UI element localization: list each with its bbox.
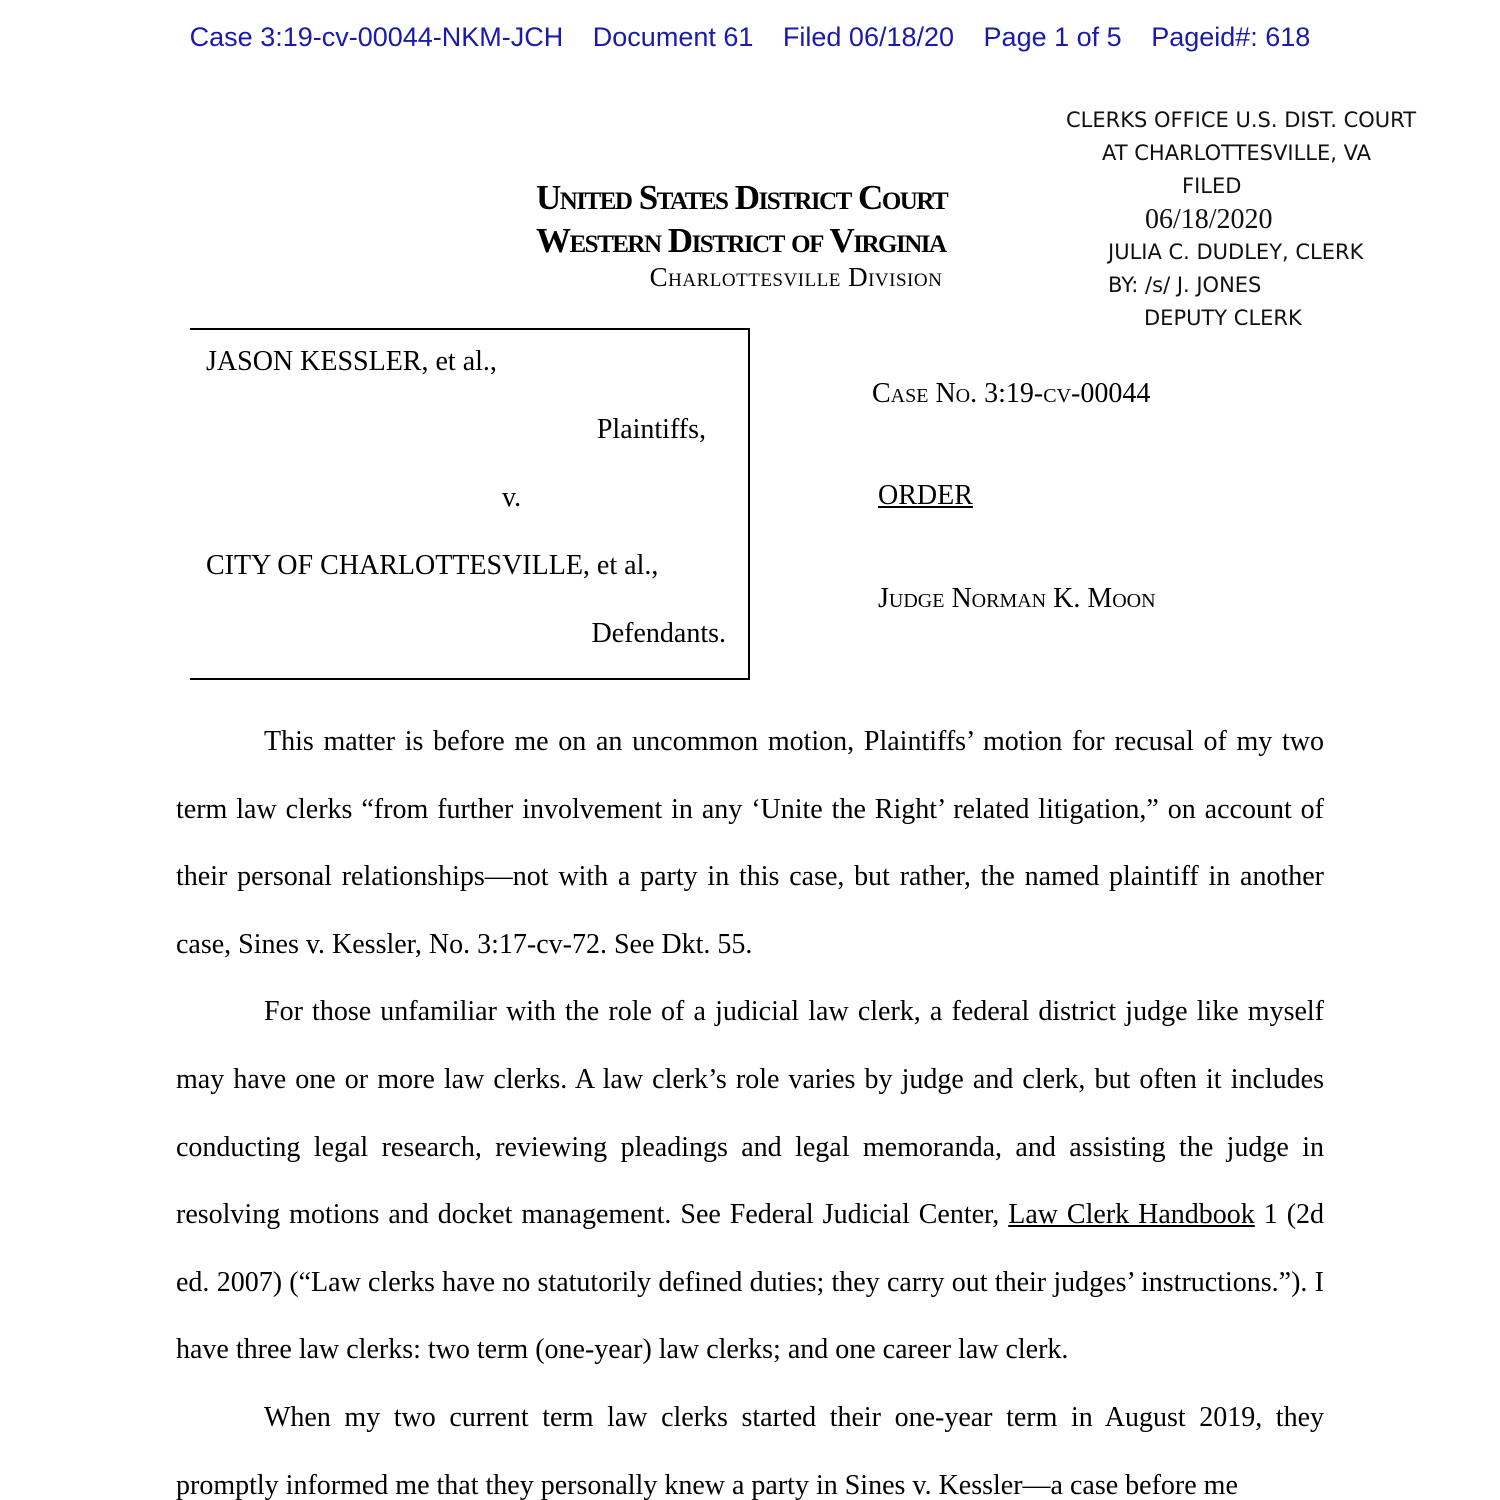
court-name: United States District Court [536, 178, 948, 217]
ecf-page-count: Page 1 of 5 [983, 22, 1122, 52]
ecf-case-number: Case 3:19-cv-00044-NKM-JCH [189, 22, 564, 52]
stamp-office-line: CLERKS OFFICE U.S. DIST. COURT [1066, 108, 1417, 132]
ecf-header [0, 22, 1500, 53]
case-caption [190, 328, 750, 680]
judge-name: Judge Norman K. Moon [878, 583, 1156, 614]
caption-defendants-role: Defendants. [591, 618, 726, 649]
stamp-deputy-line: DEPUTY CLERK [1144, 306, 1302, 330]
stamp-by-line: BY: /s/ J. JONES [1108, 273, 1262, 297]
body-paragraph-2 [176, 978, 1324, 1384]
body-paragraph-2-part-b: 1 (2d ed. 2007) (“Law clerks have no statutorily defined duties; they carry out their judges’ instructions.”). I have three law clerks: two term (one-year) law clerks; and one career law clerk. [176, 1199, 1325, 1366]
ecf-filed-date: Filed 06/18/20 [782, 22, 955, 52]
body-paragraph-3: When my two current term law clerks started their one-year term in August 2019, they promptly informed me that they personally knew a party in Sines v. Kessler—a case before me [176, 1401, 1324, 1500]
ecf-document-number: Document 61 [592, 22, 754, 52]
caption-plaintiffs-role: Plaintiffs, [596, 414, 706, 445]
stamp-date: 06/18/2020 [1145, 204, 1273, 235]
body-paragraph-2-part-a: For those unfamiliar with the role of a judicial law clerk, a federal district judge like myself may have one or more law clerks. A law clerk’s role varies by judge and clerk, but often it includes conducting legal research, reviewing pleadings and legal memoranda, and assisting the judge in resolving motions and docket management. See Federal Judicial Center, [176, 996, 1324, 1231]
caption-plaintiff: JASON KESSLER, et al., [206, 346, 497, 377]
order-body [176, 708, 1324, 1500]
clerk-filing-stamp [1040, 104, 1470, 335]
body-paragraph-1: This matter is before me on an uncommon motion, Plaintiffs’ motion for recusal of my two term law clerks “from further involvement in any ‘Unite the Right’ related litigation,” on account of their personal relationships—not with a party in this case, but rather, the named plaintiff in another case, Sines v. Kessler, No. 3:17-cv-72. See Dkt. 55. [176, 726, 1324, 960]
caption-defendant: CITY OF CHARLOTTESVILLE, et al., [206, 550, 659, 581]
court-division: Charlottesville Division [649, 262, 943, 292]
case-number: Case No. 3:19-cv-00044 [872, 378, 1151, 409]
stamp-location-line: AT CHARLOTTESVILLE, VA [1102, 141, 1371, 165]
caption-versus: v. [502, 482, 522, 513]
ecf-pageid: Pageid#: 618 [1151, 22, 1311, 52]
court-title [536, 176, 1056, 262]
law-clerk-handbook-citation: Law Clerk Handbook [1008, 1199, 1255, 1231]
court-district: Western District of Virginia [536, 221, 946, 260]
order-title: ORDER [878, 480, 973, 511]
stamp-filed-line: FILED [1182, 174, 1242, 198]
stamp-clerk-name: JULIA C. DUDLEY, CLERK [1108, 240, 1364, 264]
